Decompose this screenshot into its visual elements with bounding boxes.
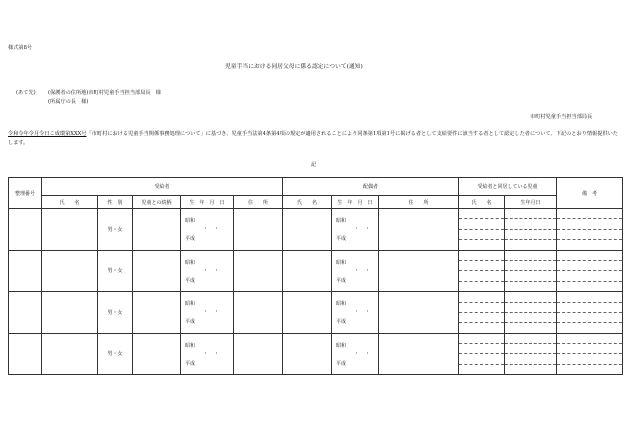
cell-spouse-name[interactable] <box>283 209 332 251</box>
cell-child-names[interactable] <box>459 209 505 251</box>
recipient-prefix: (あて先) <box>16 90 36 96</box>
date-dots: ・・ <box>203 309 226 316</box>
cell-spouse-address[interactable] <box>379 209 459 251</box>
date-dots: ・・ <box>354 350 377 357</box>
subheader-name: 氏 名 <box>42 196 98 209</box>
era-heisei: 平成 <box>336 360 347 367</box>
cell-spouse-name[interactable] <box>283 292 332 334</box>
cell-dob[interactable] <box>181 292 234 334</box>
cell-address[interactable] <box>234 209 283 251</box>
recipient-line-2: (所属庁の長 様) <box>48 99 89 105</box>
cell-address[interactable] <box>234 292 283 334</box>
date-dots: ・・ <box>354 226 377 233</box>
cell-relation[interactable] <box>133 209 181 251</box>
date-dots: ・・ <box>203 267 226 274</box>
cell-sex[interactable]: 男・女 <box>98 292 133 334</box>
cell-no[interactable] <box>9 333 42 375</box>
era-heisei: 平成 <box>336 319 347 326</box>
subheader-spouse-address: 住 所 <box>379 196 459 209</box>
cell-name[interactable] <box>42 250 98 292</box>
header-spouse-group: 配偶者 <box>283 178 459 196</box>
cell-child-names[interactable] <box>459 333 505 375</box>
form-number: 様式第8号 <box>8 45 33 51</box>
era-showa: 昭和 <box>185 218 196 225</box>
era-heisei: 平成 <box>185 319 196 326</box>
subheader-child-dob: 生年月日 <box>505 196 557 209</box>
document-title: 児童手当における同居父母に係る認定について(通知) <box>225 64 363 70</box>
cell-no[interactable] <box>9 209 42 251</box>
cell-child-dobs[interactable] <box>505 333 557 375</box>
era-heisei: 平成 <box>336 277 347 284</box>
ki-label: 記 <box>311 162 317 168</box>
subheader-dob: 生 年 月 日 <box>181 196 234 209</box>
cell-relation[interactable] <box>133 250 181 292</box>
cell-no[interactable] <box>9 250 42 292</box>
subheader-sex: 性 別 <box>98 196 133 209</box>
recipient-line-1: (保護者の住所地)市町村児童手当担当部局長 様 <box>48 90 161 96</box>
cell-spouse-name[interactable] <box>283 333 332 375</box>
body-paragraph <box>8 130 620 148</box>
cell-no[interactable] <box>9 292 42 334</box>
header-recipient-group: 受給者 <box>42 178 283 196</box>
era-showa: 昭和 <box>336 218 347 225</box>
era-showa: 昭和 <box>336 301 347 308</box>
table-row <box>9 292 623 334</box>
table-row <box>9 333 623 375</box>
cell-sex[interactable]: 男・女 <box>98 333 133 375</box>
cell-spouse-address[interactable] <box>379 292 459 334</box>
cell-spouse-name[interactable] <box>283 250 332 292</box>
cell-address[interactable] <box>234 250 283 292</box>
cell-relation[interactable] <box>133 333 181 375</box>
era-showa: 昭和 <box>185 342 196 349</box>
cell-child-dobs[interactable] <box>505 209 557 251</box>
era-showa: 昭和 <box>185 259 196 266</box>
table-row <box>9 209 623 251</box>
info-table <box>8 177 623 375</box>
cell-remarks[interactable] <box>557 292 623 334</box>
header-no: 整理番号 <box>9 178 42 209</box>
date-dots: ・・ <box>354 267 377 274</box>
subheader-spouse-dob: 生 年 月 日 <box>332 196 379 209</box>
cell-child-dobs[interactable] <box>505 292 557 334</box>
cell-spouse-dob[interactable] <box>332 209 379 251</box>
date-dots: ・・ <box>203 350 226 357</box>
cell-child-dobs[interactable] <box>505 250 557 292</box>
cell-child-names[interactable] <box>459 292 505 334</box>
cell-sex[interactable]: 男・女 <box>98 209 133 251</box>
era-heisei: 平成 <box>185 236 196 243</box>
era-showa: 昭和 <box>336 259 347 266</box>
cell-address[interactable] <box>234 333 283 375</box>
date-dots: ・・ <box>203 226 226 233</box>
cell-name[interactable] <box>42 292 98 334</box>
cell-dob[interactable] <box>181 333 234 375</box>
cell-dob[interactable] <box>181 250 234 292</box>
era-heisei: 平成 <box>185 277 196 284</box>
header-child-group: 受給者と同居している児童 <box>459 178 557 196</box>
notice-reference: 令和令年令月令日こ成環第XXX号 <box>8 131 87 137</box>
era-heisei: 平成 <box>185 360 196 367</box>
date-dots: ・・ <box>354 309 377 316</box>
era-heisei: 平成 <box>336 236 347 243</box>
era-showa: 昭和 <box>336 342 347 349</box>
cell-relation[interactable] <box>133 292 181 334</box>
cell-dob[interactable] <box>181 209 234 251</box>
body-text: 「市町村における児童手当関係事務処理について」に基づき、児童手当法第4条第4項の規定が適用されることにより同条第1項第1号に掲げる者として支給要件に該当する者として認定した者について、下記のとおり情報提供いたします。 <box>8 131 618 146</box>
cell-sex[interactable]: 男・女 <box>98 250 133 292</box>
era-showa: 昭和 <box>185 301 196 308</box>
subheader-address: 住 所 <box>234 196 283 209</box>
cell-child-names[interactable] <box>459 250 505 292</box>
cell-spouse-dob[interactable] <box>332 292 379 334</box>
subheader-child-name: 氏 名 <box>459 196 505 209</box>
cell-remarks[interactable] <box>557 333 623 375</box>
cell-remarks[interactable] <box>557 209 623 251</box>
cell-remarks[interactable] <box>557 250 623 292</box>
sender: 市町村児童手当担当部局長 <box>530 114 593 120</box>
subheader-relation: 児童との続柄 <box>133 196 181 209</box>
cell-spouse-dob[interactable] <box>332 333 379 375</box>
cell-spouse-dob[interactable] <box>332 250 379 292</box>
cell-name[interactable] <box>42 333 98 375</box>
table-row <box>9 250 623 292</box>
subheader-spouse-name: 氏 名 <box>283 196 332 209</box>
header-remarks: 備 考 <box>557 178 623 209</box>
cell-spouse-address[interactable] <box>379 333 459 375</box>
cell-spouse-address[interactable] <box>379 250 459 292</box>
cell-name[interactable] <box>42 209 98 251</box>
